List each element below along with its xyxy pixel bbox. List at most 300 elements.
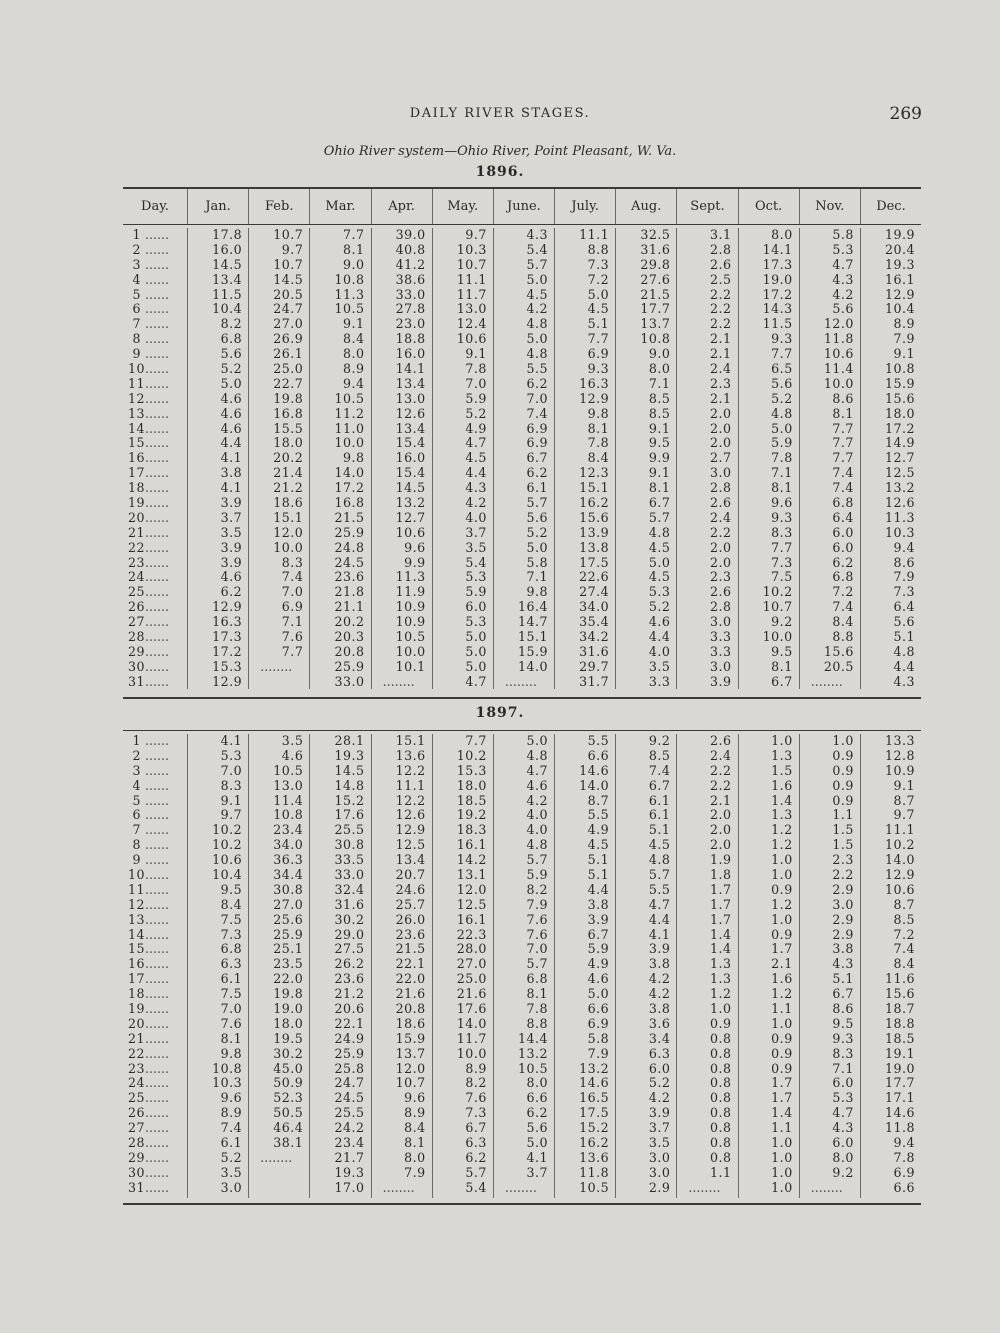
stage-cell: 25.9 [334,524,365,540]
stage-cell: 1.4 [771,1105,793,1121]
stage-cell: 5.6 [832,301,854,317]
stage-cell: 4.1 [526,1149,549,1165]
stage-cell: 12.9 [395,822,426,838]
stage-cell: 5.8 [587,1030,610,1046]
stage-cell: 9.4 [893,539,916,555]
stage-cell: 6.6 [587,747,610,763]
stage-cell: 12.7 [395,509,426,525]
stage-cell: 11.3 [395,569,426,585]
stage-cell [249,675,303,690]
stage-cell: 17.0 [334,1179,365,1195]
stage-cell: 6.9 [587,1015,610,1031]
stage-cell: 5.0 [465,658,487,674]
stage-cell: 12.5 [456,896,487,912]
header-day: Day. [141,199,169,214]
stage-cell: 1.4 [710,926,732,942]
stage-cell: 1.7 [710,911,732,927]
stage-cell: 0.9 [771,1060,793,1076]
table-subtitle: Ohio River system—Ohio River, Point Pleasant, W. Va. [323,144,677,159]
stage-cell: 3.0 [710,465,732,481]
stage-cell: 9.1 [648,465,671,481]
stage-cell: 2.0 [710,435,732,451]
stage-cell: ........ [382,673,415,689]
stage-cell: 5.6 [526,509,549,525]
stage-cell: 7.1 [771,465,793,481]
stage-cell: 13.9 [579,524,610,540]
stage-cell: 25.1 [273,941,304,957]
stage-cell: 4.3 [526,227,549,242]
stage-cell: 14.8 [334,777,365,793]
stage-cell: 12.0 [395,1060,426,1076]
stage-cell: 1.3 [710,956,732,972]
stage-cell: 22.1 [395,956,426,972]
stage-cell: 0.8 [710,1045,732,1061]
stage-cell: ........ [810,673,843,689]
day-label: 22 ...... [128,1045,170,1061]
stage-cell: 11.1 [885,822,916,838]
table-1897 [123,734,921,1198]
stage-cell: 4.7 [465,435,487,451]
stage-cell: 10.8 [885,361,916,377]
stage-cell: 20.2 [334,614,365,630]
stage-cell: 14.7 [517,614,549,630]
stage-cell: 9.0 [648,346,671,362]
stage-cell: 7.7 [832,435,854,451]
stage-cell: 1.2 [710,986,732,1002]
stage-cell: 7.4 [832,599,854,615]
stage-cell: 15.3 [456,762,487,778]
stage-cell: ........ [688,1179,721,1195]
stage-cell: 2.0 [710,822,732,838]
stage-cell: 8.1 [526,986,549,1002]
stage-cell: 2.4 [710,361,732,377]
stage-cell: 14.6 [885,1105,916,1121]
stage-cell: ........ [504,1179,537,1195]
stage-cell: 4.4 [648,911,671,927]
stage-cell: 3.8 [220,465,243,481]
running-head: DAILY RIVER STAGES. [409,106,591,121]
stage-cell: 14.3 [762,301,793,317]
stage-cell: 0.9 [832,792,854,808]
stage-cell: 5.5 [648,881,671,897]
stage-cell: 26.2 [334,956,365,972]
stage-cell: 10.9 [395,614,426,630]
day-label: 20 ...... [128,509,170,525]
stage-cell: 6.8 [220,941,243,957]
stage-cell: 10.4 [885,301,916,317]
stage-cell: 21.4 [273,465,304,481]
day-label: 12 ...... [128,390,170,406]
stage-cell: 31.6 [334,896,365,912]
month-column [615,734,676,1198]
header-month: Sept. [676,189,737,224]
stage-cell: 2.1 [710,346,732,362]
day-label: 21 ...... [128,1030,170,1046]
stage-cell: 18.5 [885,1030,916,1046]
stage-cell: 1.2 [771,896,793,912]
stage-cell: 10.9 [395,599,426,615]
stage-cell: 9.2 [832,1164,854,1180]
stage-cell: 12.0 [456,881,487,897]
stage-cell: 15.6 [885,986,916,1002]
stage-cell: 10.7 [395,1075,426,1091]
month-column [309,734,370,1198]
day-label: 31 ...... [128,1179,170,1195]
stage-cell: 5.4 [526,241,549,257]
stage-cell: 13.2 [579,1060,610,1076]
stage-cell: 9.0 [342,256,365,272]
stage-cell: 1.3 [771,807,793,823]
stage-cell: 18.0 [273,1015,304,1031]
month-column [248,734,309,1198]
stage-cell: 5.9 [465,584,487,600]
stage-cell: 17.2 [762,286,793,302]
month-column [738,228,799,689]
bottom-rule [123,1203,921,1205]
stage-cell: 2.4 [710,747,732,763]
stage-cell: 8.1 [648,480,671,496]
stage-cell: 2.8 [710,480,732,496]
stage-cell: 4.1 [220,450,243,466]
stage-cell: 19.3 [885,256,916,272]
stage-cell: 7.2 [893,926,916,942]
stage-cell: 0.9 [771,881,793,897]
stage-cell: 34.4 [273,867,304,883]
stage-cell: 8.6 [832,390,854,406]
month-column [493,228,554,689]
stage-cell: 14.5 [273,271,304,287]
stage-cell: 29.8 [640,256,671,272]
stage-cell: 3.9 [648,941,671,957]
stage-cell: 10.8 [640,331,671,347]
stage-cell: 4.8 [648,852,671,868]
stage-cell: 8.9 [465,1060,487,1076]
stage-cell: 18.5 [456,792,487,808]
stage-cell: 0.9 [771,926,793,942]
stage-cell: 15.3 [212,658,243,674]
stage-cell: 5.8 [832,227,854,242]
stage-cell: 28.0 [456,941,487,957]
day-label: 5 ...... [132,286,170,302]
stage-cell: 10.6 [456,331,487,347]
stage-cell: 20.3 [334,629,365,645]
stage-cell: 21.6 [395,986,426,1002]
stage-cell: 15.5 [273,420,304,436]
stage-cell: 25.7 [395,896,426,912]
stage-cell: ........ [260,1149,293,1165]
stage-cell: 12.0 [273,524,304,540]
stage-cell: 12.4 [456,316,487,332]
stage-cell: 12.2 [395,762,426,778]
stage-cell: 4.3 [832,956,854,972]
stage-cell: 6.2 [526,465,549,481]
stage-cell: 11.5 [762,316,793,332]
stage-cell: 13.0 [273,777,304,793]
stage-cell: 11.3 [334,286,365,302]
stage-cell: 5.9 [587,941,610,957]
stage-cell: 10.5 [395,629,426,645]
stage-cell: 8.1 [342,241,365,257]
stage-cell: 3.9 [220,495,243,511]
header-month: Nov. [799,189,860,224]
stage-cell: 8.4 [404,1120,426,1136]
stage-cell: 8.4 [893,956,916,972]
stage-cell: 6.9 [587,346,610,362]
stage-cell: 7.7 [832,420,854,436]
stage-cell: 4.6 [220,420,243,436]
stage-cell: 6.7 [587,926,610,942]
day-label: 1 ...... [132,733,170,748]
stage-cell: 6.8 [832,569,854,585]
stage-cell: 4.8 [893,643,916,659]
month-column [248,228,309,689]
stage-cell: 14.5 [334,762,365,778]
stage-cell: 11.8 [579,1164,610,1180]
stage-cell: 3.7 [220,509,243,525]
stage-cell: 0.9 [771,1030,793,1046]
stage-cell: 23.6 [334,971,365,987]
stage-cell: 5.9 [771,435,793,451]
stage-cell: 26.1 [273,346,304,362]
day-label: 14 ...... [128,420,170,436]
stage-cell: 9.3 [832,1030,854,1046]
stage-cell: 9.3 [587,361,610,377]
stage-cell: 34.2 [579,629,610,645]
stage-cell: 33.0 [334,673,365,689]
stage-cell: 4.2 [648,971,671,987]
stage-cell: 13.6 [579,1149,610,1165]
stage-cell: 38.6 [395,271,426,287]
stage-cell: 11.4 [823,361,854,377]
stage-cell: 6.6 [893,1179,916,1195]
stage-cell: 6.1 [220,971,243,987]
stage-cell: 25.5 [334,822,365,838]
stage-cell: 3.5 [220,524,243,540]
stage-cell: 7.6 [220,1015,243,1031]
day-label: 17 ...... [128,465,170,481]
stage-cell: 7.7 [587,331,610,347]
stage-cell: 6.3 [648,1045,671,1061]
stage-cell: 12.9 [885,286,916,302]
month-column [738,734,799,1198]
stage-cell: 4.7 [648,896,671,912]
stage-cell: 7.3 [587,256,610,272]
stage-cell: 7.0 [281,584,304,600]
day-label: 19 ...... [128,495,170,511]
stage-cell: 1.2 [771,986,793,1002]
stage-cell: 23.6 [395,926,426,942]
stage-cell: 5.0 [526,331,549,347]
day-label: 26 ...... [128,1105,170,1121]
stage-cell: 4.6 [587,971,610,987]
stage-cell: 3.3 [710,643,732,659]
stage-cell: 7.8 [465,361,487,377]
stage-cell: 4.7 [526,762,549,778]
stage-cell: 5.1 [893,629,916,645]
stage-cell: 15.6 [823,643,854,659]
stage-cell: 12.2 [395,792,426,808]
stage-cell: 5.7 [648,867,671,883]
stage-cell: 30.8 [273,881,304,897]
stage-cell: 4.5 [648,569,671,585]
stage-cell: 6.9 [526,435,549,451]
stage-cell: 14.0 [885,852,916,868]
stage-cell: 12.9 [212,599,243,615]
month-column [371,734,432,1198]
stage-cell: 3.4 [648,1030,671,1046]
day-label: 16 ...... [128,956,170,972]
stage-cell: 3.3 [710,629,732,645]
header-month: Aug. [615,189,676,224]
stage-cell: 12.6 [395,405,426,421]
stage-cell: 2.0 [710,554,732,570]
stage-cell: 1.0 [771,1015,793,1031]
stage-cell: 8.9 [404,1105,426,1121]
stage-cell: 12.6 [395,807,426,823]
stage-cell: 8.4 [587,450,610,466]
stage-cell: 4.2 [526,792,549,808]
stage-cell: 9.1 [893,777,916,793]
stage-cell: 2.8 [710,599,732,615]
stage-cell: 15.4 [395,435,426,451]
day-label: 25 ...... [128,1090,170,1106]
stage-cell: 9.8 [587,405,610,421]
stage-cell: 21.7 [334,1149,365,1165]
stage-cell: 9.5 [220,881,243,897]
stage-cell: 1.1 [832,807,854,823]
stage-cell: 31.6 [640,241,671,257]
stage-cell: 0.9 [710,1015,732,1031]
stage-cell: 5.0 [648,554,671,570]
day-label: 24 ...... [128,1075,170,1091]
stage-cell: 5.0 [465,643,487,659]
stage-cell: 3.7 [465,524,487,540]
stage-cell: 7.5 [771,569,793,585]
stage-cell: 19.5 [273,1030,304,1046]
stage-cell: 6.2 [465,1149,487,1165]
header-month: June. [493,189,554,224]
day-label: 17 ...... [128,971,170,987]
stage-cell: 26.9 [273,331,304,347]
stage-cell: 14.6 [579,1075,610,1091]
stage-cell: 3.5 [220,1164,243,1180]
stage-cell: 5.7 [526,495,549,511]
stage-cell: 18.0 [885,405,916,421]
stage-cell: 8.1 [771,658,793,674]
stage-cell: 4.7 [832,1105,854,1121]
header-month: Feb. [248,189,309,224]
stage-cell: 4.0 [648,643,671,659]
stage-cell: 9.6 [220,1090,243,1106]
stage-cell: 2.9 [832,881,854,897]
day-label: 27 ...... [128,614,170,630]
stage-cell: 13.4 [395,852,426,868]
stage-cell: 6.8 [526,971,549,987]
day-label: 21 ...... [128,524,170,540]
stage-cell: 7.5 [220,911,243,927]
stage-cell: 2.0 [710,807,732,823]
stage-cell: 14.1 [762,241,793,257]
stage-cell: 21.2 [273,480,304,496]
stage-cell: 1.7 [710,896,732,912]
stage-cell: 8.1 [587,420,610,436]
stage-cell: 4.9 [587,822,610,838]
stage-cell: 7.7 [342,227,365,242]
stage-cell: 9.4 [893,1135,916,1151]
stage-cell: 5.7 [526,852,549,868]
day-label: 11 ...... [128,881,170,897]
stage-cell: 8.3 [281,554,304,570]
stage-cell: 19.3 [334,1164,365,1180]
stage-cell: 0.9 [832,762,854,778]
stage-cell: 7.7 [771,346,793,362]
stage-cell: 8.3 [771,524,793,540]
stage-cell: 10.7 [762,599,793,615]
stage-cell: 21.5 [334,509,365,525]
stage-cell: 2.0 [710,420,732,436]
day-label: 18 ...... [128,986,170,1002]
stage-cell: 3.0 [648,1149,671,1165]
table-1897-top-rule [123,730,921,731]
stage-cell: 8.0 [342,346,365,362]
stage-cell: 0.8 [710,1135,732,1151]
stage-cell: 19.3 [334,747,365,763]
day-column [123,734,187,1198]
stage-cell: 16.5 [579,1090,610,1106]
stage-cell: 23.5 [273,956,304,972]
stage-cell: 7.4 [281,569,304,585]
day-label: 29 ...... [128,1149,170,1165]
stage-cell: 8.4 [832,614,854,630]
stage-cell: 4.2 [648,1090,671,1106]
stage-cell: 1.0 [832,733,854,748]
stage-cell: 5.7 [526,956,549,972]
stage-cell: 21.8 [334,584,365,600]
stage-cell: 6.6 [587,1001,610,1017]
stage-cell: 19.2 [456,807,487,823]
middle-rule [123,697,921,699]
stage-cell: 9.5 [771,643,793,659]
year-heading-1896: 1896. [475,164,525,180]
stage-cell: 11.1 [395,777,426,793]
stage-cell: 24.7 [273,301,304,317]
stage-cell: 9.2 [648,733,671,748]
stage-cell: 10.6 [823,346,854,362]
stage-cell: 7.1 [648,375,671,391]
stage-cell: 0.8 [710,1030,732,1046]
stage-cell: 5.6 [893,614,916,630]
stage-cell: 5.7 [648,509,671,525]
stage-cell: 22.6 [579,569,610,585]
stage-cell: 7.2 [832,584,854,600]
stage-cell: 6.5 [771,361,793,377]
day-label: 28 ...... [128,629,170,645]
stage-cell: 9.1 [893,346,916,362]
stage-cell: 10.0 [334,435,365,451]
stage-cell: 15.6 [579,509,610,525]
stage-cell: 4.9 [465,420,487,436]
header-rule [123,224,921,225]
stage-cell: 18.7 [885,1001,916,1017]
stage-cell: 17.8 [212,227,243,242]
stage-cell: 33.0 [334,867,365,883]
day-label: 2 ...... [132,241,170,257]
stage-cell: 25.8 [334,1060,365,1076]
stage-cell: 52.3 [273,1090,304,1106]
stage-cell: 7.7 [771,539,793,555]
stage-cell: 0.8 [710,1105,732,1121]
stage-cell: 8.9 [893,316,916,332]
